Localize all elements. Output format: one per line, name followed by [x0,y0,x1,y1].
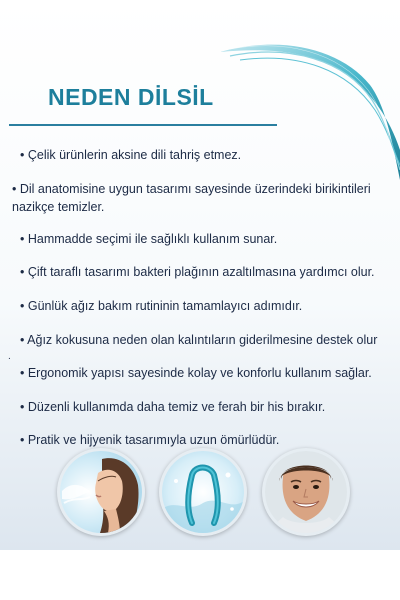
list-item: • Pratik ve hijyenik tasarımıyla uzun ömürlüdür. [20,433,280,447]
list-item: • Çift taraflı tasarımı bakteri plağının azaltılmasına yardımcı olur. [20,265,375,279]
page-title: NEDEN DİLSİL [48,84,214,110]
list-item: • Günlük ağız bakım rutininin tamamlayıcı adımıdır. [20,299,303,313]
list-item: • Ağız kokusuna neden olan kalıntıların giderilmesine destek olur [20,333,378,347]
fresh-breath-woman-image [57,448,145,536]
list-item: • Dil anatomisine uygun tasarımı sayesinde üzerindeki birikintileri nazikçe temizler. [12,182,371,214]
smiling-man-image [262,448,350,536]
list-item: • Çelik ürünlerin aksine dili tahriş etmez. [20,148,242,162]
list-item: • Hammadde seçimi ile sağlıklı kullanım sunar. [20,232,278,246]
list-item: • Düzenli kullanımda daha temiz ve ferah bir his bırakır. [20,400,326,414]
list-item: • Ergonomik yapısı sayesinde kolay ve konforlu kullanım sağlar. [20,366,372,380]
stray-mark: . [8,351,11,362]
tongue-cleaner-product-image [159,448,247,536]
